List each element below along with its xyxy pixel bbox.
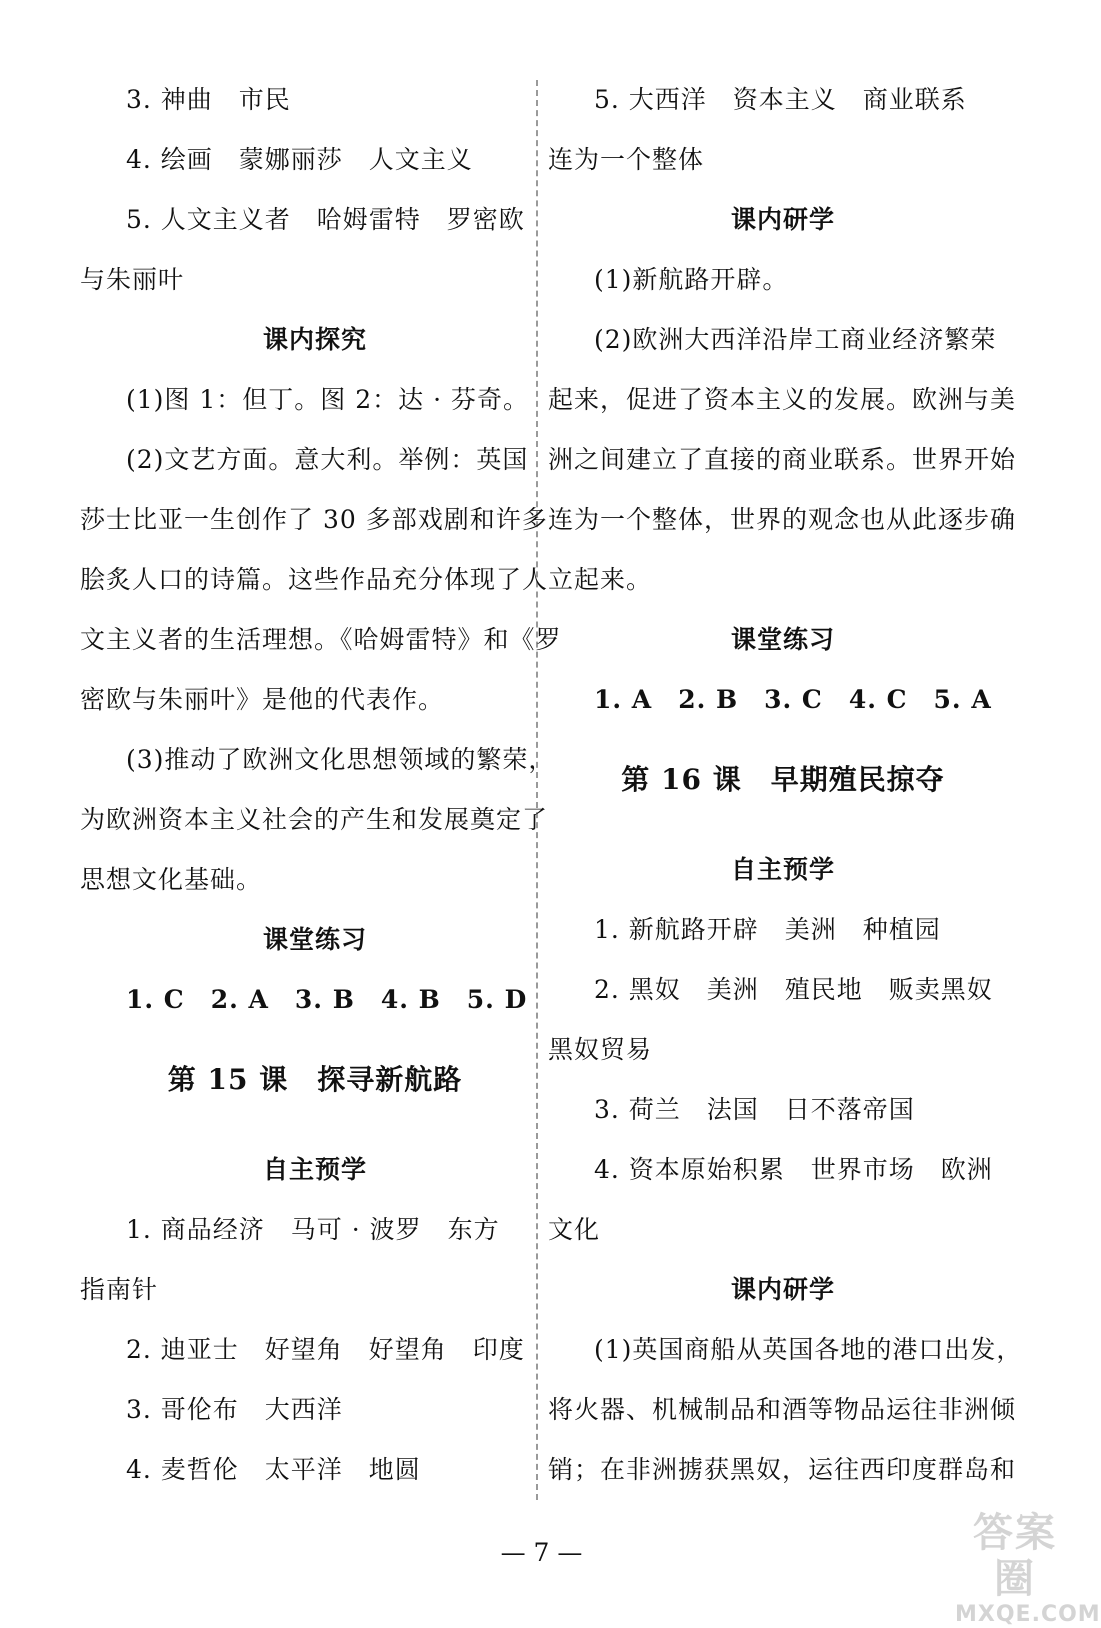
answer-line: 起来，促进了资本主义的发展。欧洲与美: [548, 385, 1017, 414]
section-heading: 课堂练习: [730, 625, 835, 654]
watermark-main-text: 答案圈: [973, 1510, 1057, 1602]
answer-line: 5. 人文主义者 哈姆雷特 罗密欧: [126, 205, 525, 234]
answer-line: (3)推动了欧洲文化思想领域的繁荣，: [126, 745, 555, 774]
answer-line: 销；在非洲掳获黑奴，运往西印度群岛和: [548, 1455, 1017, 1484]
answer-line: 黑奴贸易: [548, 1035, 653, 1064]
answer-line: 2. 黑奴 美洲 殖民地 贩卖黑奴: [594, 975, 993, 1004]
lesson-title: 第 16 课 早期殖民掠夺: [621, 763, 945, 796]
lesson-title: 第 15 课 探寻新航路: [167, 1063, 463, 1096]
answer-line: 立起来。: [548, 565, 653, 594]
answer-line: 文主义者的生活理想。《哈姆雷特》和《罗: [80, 625, 562, 654]
answer-line: 将火器、机械制品和酒等物品运往非洲倾: [548, 1395, 1017, 1424]
answer-line: 3. 荷兰 法国 日不落帝国: [594, 1095, 915, 1124]
page-number: — 7 —: [500, 1538, 583, 1567]
section-heading: 自主预学: [730, 855, 835, 884]
answer-line: (1)图 1：但丁。图 2：达 · 芬奇。: [126, 385, 529, 414]
answer-line: 脍炙人口的诗篇。这些作品充分体现了人: [80, 565, 549, 594]
answer-line: 文化: [548, 1215, 601, 1244]
answer-line: 4. 绘画 蒙娜丽莎 人文主义: [126, 145, 473, 174]
answer-line: 为欧洲资本主义社会的产生和发展奠定了: [80, 805, 549, 834]
answer-line: (2)文艺方面。意大利。举例：英国: [126, 445, 529, 474]
answer-line: 指南针: [80, 1275, 159, 1304]
watermark-sub-text: MXQE.COM: [955, 1602, 1101, 1627]
section-heading: 自主预学: [262, 1155, 367, 1184]
answer-line: 3. 神曲 市民: [126, 85, 291, 114]
section-heading: 课内研学: [730, 1275, 835, 1304]
answer-line: 3. 哥伦布 大西洋: [126, 1395, 343, 1424]
answer-line: 1. A 2. B 3. C 4. C 5. A: [594, 685, 992, 714]
answer-line: 5. 大西洋 资本主义 商业联系: [594, 85, 967, 114]
answer-line: 洲之间建立了直接的商业联系。世界开始: [548, 445, 1017, 474]
answer-line: 4. 麦哲伦 太平洋 地圆: [126, 1455, 421, 1484]
answer-line: (1)英国商船从英国各地的港口出发，: [594, 1335, 1023, 1364]
answer-line: (2)欧洲大西洋沿岸工商业经济繁荣: [594, 325, 997, 354]
answer-line: 1. 商品经济 马可 · 波罗 东方: [126, 1215, 500, 1244]
answer-line: 密欧与朱丽叶》是他的代表作。: [80, 685, 445, 714]
section-heading: 课堂练习: [262, 925, 367, 954]
section-heading: 课内研学: [730, 205, 835, 234]
answer-line: 连为一个整体，世界的观念也从此逐步确: [548, 505, 1017, 534]
answer-line: 2. 迪亚士 好望角 好望角 印度: [126, 1335, 525, 1364]
section-heading: 课内探究: [262, 325, 367, 354]
answer-line: 4. 资本原始积累 世界市场 欧洲: [594, 1155, 993, 1184]
answer-line: 1. C 2. A 3. B 4. B 5. D: [126, 985, 528, 1014]
answer-line: 连为一个整体: [548, 145, 705, 174]
answer-line: 1. 新航路开辟 美洲 种植园: [594, 915, 941, 944]
answer-line: 与朱丽叶: [80, 265, 185, 294]
watermark-logo: [955, 1510, 1101, 1627]
answer-line: (1)新航路开辟。: [594, 265, 789, 294]
answer-line: 莎士比亚一生创作了 30 多部戏剧和许多: [80, 505, 548, 534]
answer-line: 思想文化基础。: [80, 865, 263, 894]
